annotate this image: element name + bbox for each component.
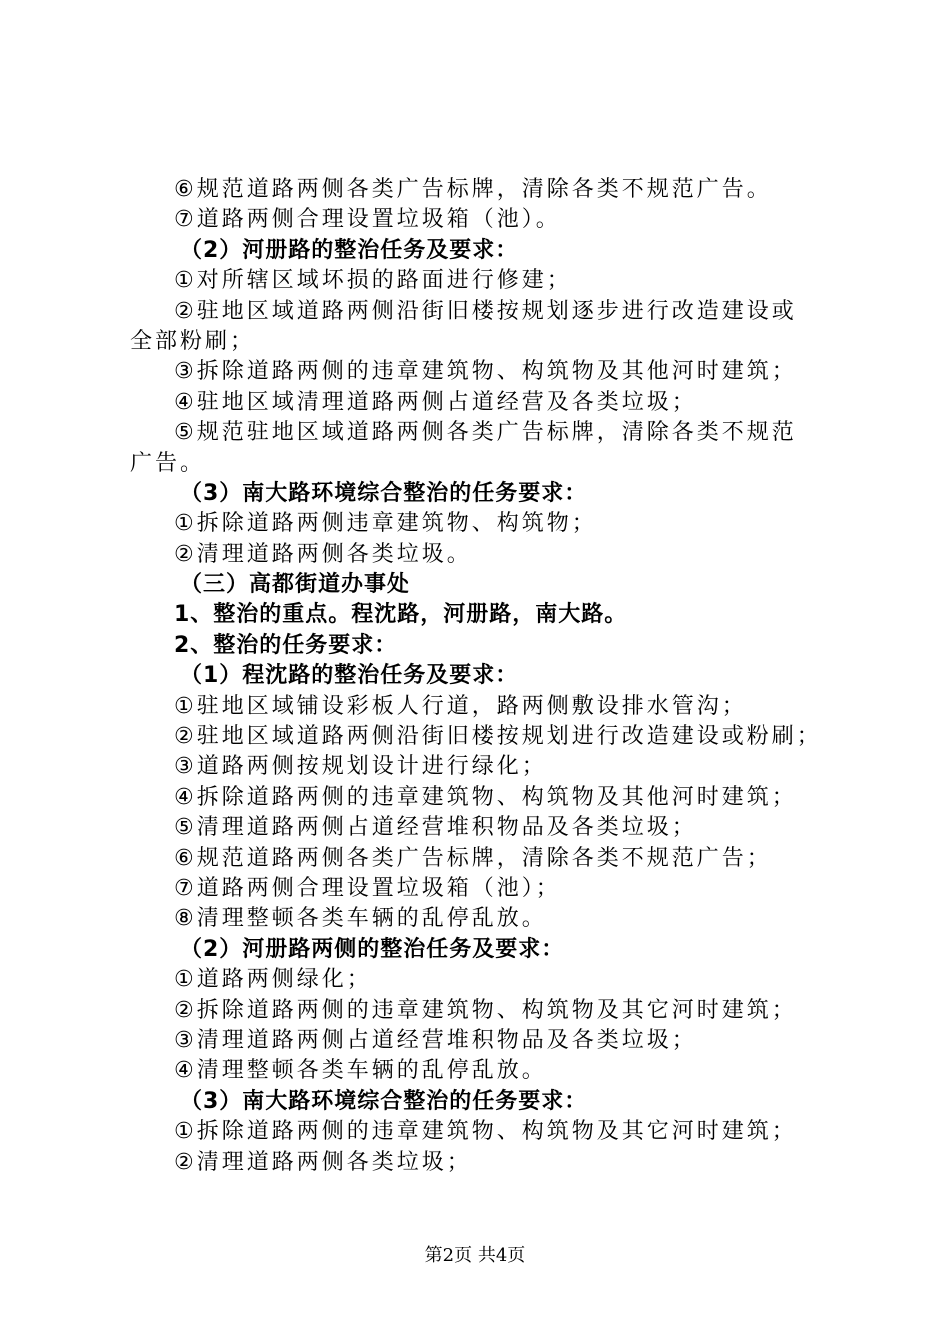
text-line: ⑥规范道路两侧各类广告标牌，清除各类不规范广告。	[174, 177, 772, 202]
text-line: ⑧清理整顿各类车辆的乱停乱放。	[174, 906, 547, 932]
text-line: ③道路两侧按规划设计进行绿化；	[174, 754, 547, 780]
text-line: ①对所辖区域坏损的路面进行修建；	[174, 268, 572, 294]
section-heading: （3）南大路环境综合整治的任务要求：	[180, 480, 588, 506]
text-line: ③清理道路两侧占道经营堆积物品及各类垃圾；	[174, 1027, 697, 1053]
text-line: ④驻地区域清理道路两侧占道经营及各类垃圾；	[174, 389, 697, 415]
text-line: ①拆除道路两侧违章建筑物、构筑物；	[174, 511, 597, 537]
text-line: ②拆除道路两侧的违章建筑物、构筑物及其它河时建筑；	[174, 997, 797, 1023]
text-line: ②清理道路两侧各类垃圾。	[174, 541, 472, 567]
text-line: ⑦道路两侧合理设置垃圾箱（池）；	[174, 875, 561, 901]
text-line: ⑥规范道路两侧各类广告标牌，清除各类不规范广告；	[174, 845, 772, 871]
section-heading: （3）南大路环境综合整治的任务要求：	[180, 1088, 588, 1114]
page-footer: 第2页 共4页	[424, 1245, 526, 1266]
text-line: ②驻地区域道路两侧沿街旧楼按规划进行改造建设或粉刷；	[174, 724, 822, 750]
text-line: ⑤清理道路两侧占道经营堆积物品及各类垃圾；	[174, 815, 697, 841]
text-line: ②驻地区域道路两侧沿街旧楼按规划逐步进行改造建设或	[174, 298, 797, 324]
section-heading: （2）河册路的整治任务及要求：	[180, 237, 519, 263]
section-heading: （三）高都街道办事处	[180, 572, 411, 598]
text-line: ⑦道路两侧合理设置垃圾箱（池）。	[174, 207, 561, 233]
section-heading: （1）程沈路的整治任务及要求：	[180, 663, 519, 689]
text-line: ②清理道路两侧各类垃圾；	[174, 1149, 472, 1175]
text-line: 全部粉刷；	[130, 328, 256, 354]
text-line: ④拆除道路两侧的违章建筑物、构筑物及其他河时建筑；	[174, 784, 797, 810]
text-line: ①驻地区域铺设彩板人行道，路两侧敷设排水管沟；	[174, 693, 747, 719]
section-heading: 2、整治的任务要求：	[174, 632, 398, 658]
text-line: ①拆除道路两侧的违章建筑物、构筑物及其它河时建筑；	[174, 1119, 797, 1145]
text-line: ③拆除道路两侧的违章建筑物、构筑物及其他河时建筑；	[174, 359, 797, 385]
section-heading: （2）河册路两侧的整治任务及要求：	[180, 936, 565, 962]
text-line: ①道路两侧绿化；	[174, 967, 372, 993]
section-heading: 1、整治的重点。程沈路，河册路，南大路。	[174, 602, 628, 628]
text-line: ⑤规范驻地区域道路两侧各类广告标牌，清除各类不规范	[174, 420, 797, 446]
text-line: ④清理整顿各类车辆的乱停乱放。	[174, 1058, 547, 1084]
text-line: 广告。	[130, 450, 206, 476]
document-body	[130, 175, 830, 1178]
